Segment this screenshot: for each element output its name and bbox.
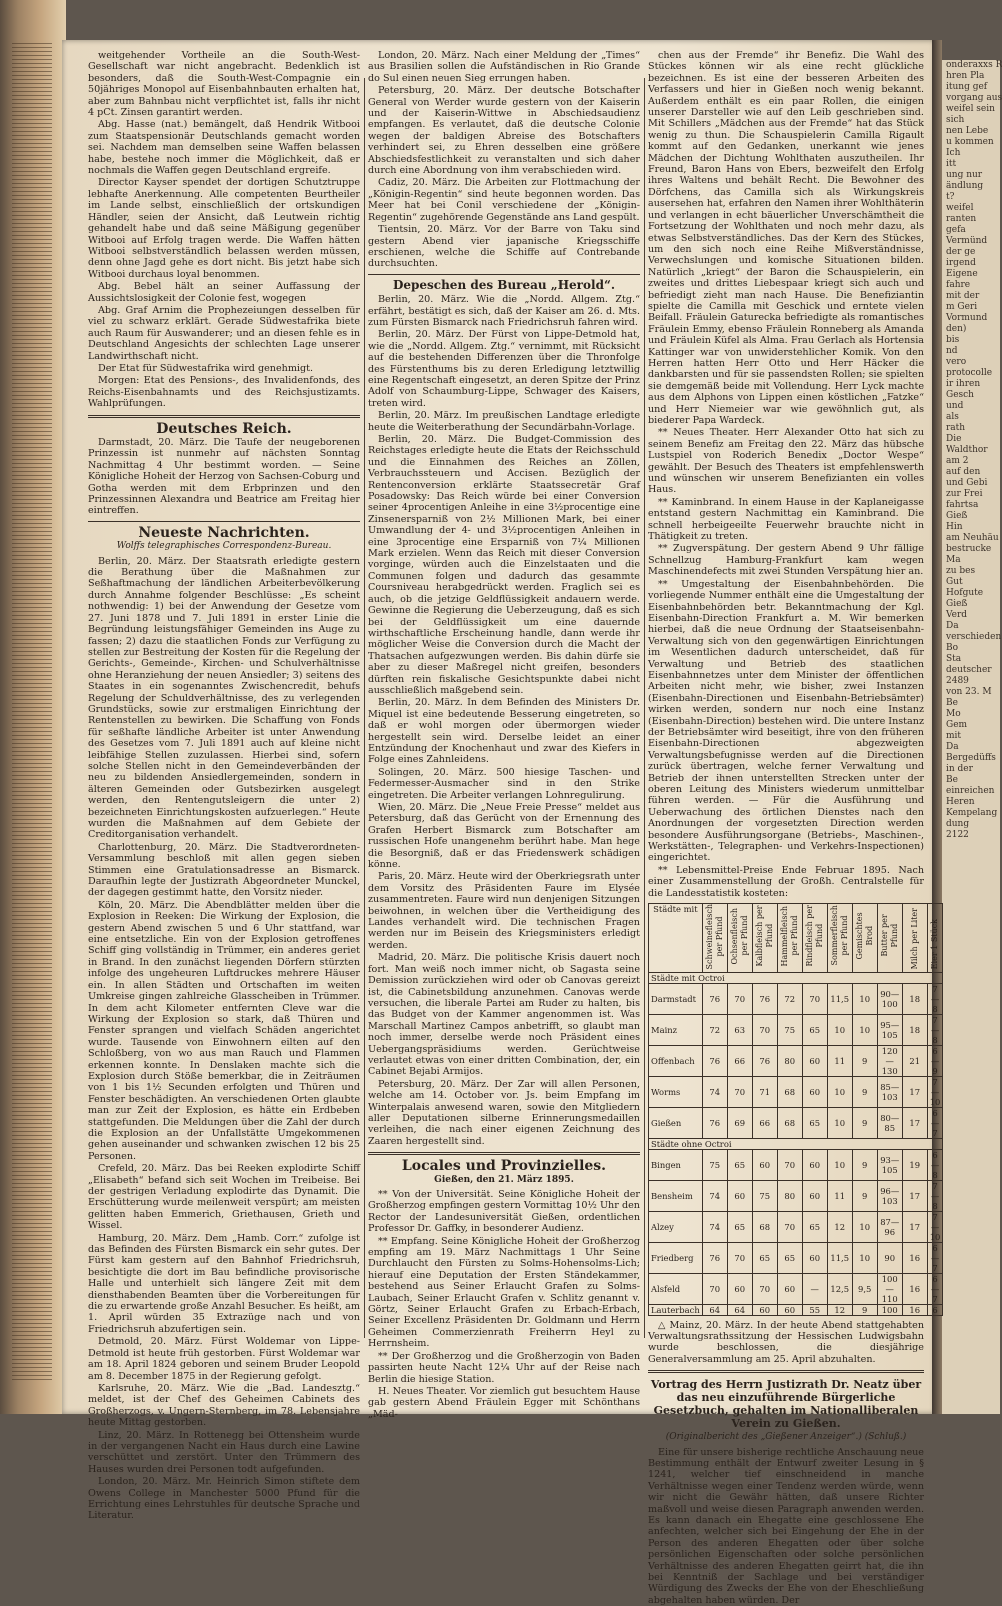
adjacent-page-text: ändlung <box>946 181 984 191</box>
table-cell: 100—110 <box>877 1273 902 1304</box>
adjacent-page-text: 2489 <box>946 676 969 686</box>
adjacent-page-text: fahre <box>946 280 971 290</box>
table-cell: 74 <box>702 1180 727 1211</box>
telegrams <box>368 50 640 270</box>
table-cell: 80 <box>777 1045 802 1076</box>
adjacent-page-text: hren Pla <box>946 71 985 81</box>
table-cell: 75 <box>777 1014 802 1045</box>
adjacent-page-text: weifel <box>946 203 974 213</box>
table-cell: 21 <box>902 1045 927 1076</box>
adjacent-page-text: u kommen <box>946 137 994 147</box>
table-cell: 17 <box>902 1211 927 1242</box>
article-paragraph: ** Lebensmittel-Preise Ende Februar 1895. Nach einer Zusammenstellung der Großh. Centralstelle für die Landesstatistik kosteten: <box>648 864 924 899</box>
table-cell: 65 <box>752 1242 777 1273</box>
table-cell: 9 <box>852 1304 877 1315</box>
table-cell: 120—130 <box>877 1045 902 1076</box>
adjacent-page-text: ranten <box>946 214 977 224</box>
adjacent-page-text: Gem <box>946 720 968 730</box>
table-cell: 11 <box>827 1180 852 1211</box>
adjacent-page-text: weifel sein <box>946 104 995 114</box>
latest-news <box>88 556 360 1522</box>
table-row <box>649 1242 943 1273</box>
adjacent-page-text: verschieden <box>946 632 1002 642</box>
table-cell: 60 <box>802 1242 827 1273</box>
table-cell: 60 <box>752 1149 777 1180</box>
table-cell: 85—103 <box>877 1076 902 1107</box>
table-group-label: Städte mit Octroi <box>649 972 943 983</box>
table-cell: 6—7 <box>927 1107 943 1138</box>
table-cell: 60 <box>752 1304 777 1315</box>
table-cell: 96—103 <box>877 1180 902 1211</box>
table-cell: 76 <box>702 1242 727 1273</box>
table-cell: 70 <box>702 1273 727 1304</box>
adjacent-page-text: und <box>946 401 964 411</box>
local-news <box>368 1189 640 1420</box>
table-cell: 72 <box>702 1014 727 1045</box>
table-row <box>649 1180 943 1211</box>
adjacent-page-text: in der <box>946 764 973 774</box>
reichstag-report <box>88 50 360 410</box>
adjacent-page-text: nen Lebe <box>946 126 989 136</box>
section-subtitle-wolff: Wolffs telegraphisches Correspondenz-Bureau. <box>116 541 332 552</box>
table-cell: 7—10 <box>927 1076 943 1107</box>
table-row <box>649 1304 943 1315</box>
article-paragraph: Berlin, 20. März. Die Budget-Commission des Reichstages erledigte heute die Etats der Reichsschuld und die Einnahmen des Reiches an Zöllen, Verbrauchssteuern und Accisen. Bezüglich der Rentenconversion erklärte Staatssecretär Graf Posadowsky: Das Reich würde bei einer Conversion seiner 4procentigen Anleihe in eine 3½procentige eine Zinsenersparniß von 2½ Millionen Mark, bei einer Umwandlung der 4- und 3½procentigen Anleihen in eine 3procentige eine Ersparniß von 7¼ Millionen Mark erzielen. Wenn das Reich mit dieser Conversion vorginge, würden auch die Einzelstaaten und die Communen folgen und dadurch das gesammte Coursniveau herabgedrückt werden. Fraglich sei es auch, ob die jetzige Geldflüssigkeit andauern werde. Gewinne die Regierung die Ueberzeugung, daß es sich bei der Geldflüssigkeit um eine dauernde wirthschaftliche Erscheinung handle, dann werde ihr möglicher Weise die Conversion durch die Macht der Thatsachen aufgezwungen werden. Bis dahin dürfe sie aber zu dieser Maßregel nicht greifen, besonders dürften rein fiskalische Gesichtspunkte dabei nicht ausschließlich maßgebend sein. <box>368 434 640 696</box>
article-paragraph: ** Zugverspätung. Der gestern Abend 9 Uhr fällige Schnellzug Hamburg-Frankfurt kam wegen Maschinendefects mit zwei Stunden Verspätung hier an. <box>648 543 924 578</box>
section-title-locales: Locales und Provinzielles. <box>401 1158 607 1175</box>
table-header-cell: Butter per Pfund <box>877 904 902 973</box>
article-paragraph: chen aus der Fremde“ ihr Benefiz. Die Wahl des Stückes können wir als eine recht glückliche bezeichnen. Es ist eine der besseren Arbeiten des Verfassers und hier in Gießen noch wenig bekannt. Außerdem enthält es ein paar Rollen, die einigen unserer Darsteller wie auf den Leib geschrieben sind. Mit Schillers „Mädchen aus der Fremde“ hat das Stück wenig zu thun. Die Schauspielerin Camilla Rigault kommt auf den Gedanken, unerkannt wie jenes Mädchen der Dichtung Wohlthaten auszutheilen. Ihr Freund, Baron Hans von Ebers, bezweifelt den Erfolg ihres Waltens und behält Recht. Die Bewohner des Dörfchens, das Camilla sich als Wirkungskreis ausersehen hat, erfahren den Namen ihrer Wohlthäterin und verlangen in echt bäuerlicher Unverschämtheit die Fortsetzung der Wohlthaten und noch mehr dazu, als etwas Selbstverständliches. Das der Kern des Stückes, um den sich noch eine Reihe Mißverständnisse, Verwechslungen und komische Situationen bilden. Natürlich „kriegt“ der Baron die Schauspielerin, ein zweites und drittes Liebespaar kriegt sich auch und befriedigt zieht man nach Hause. Die Benefiziantin spielte die Camilla mit Geschick und erntete vielen Beifall. Fräulein Gaturecka befriedigte als romantisches Fräulein Emmy, ebenso Fräulein Ronneberg als Amanda und Fräulein Küfel als Alma. Frau Gerlach als Hortensia Kattinger war von unwiderstehlicher Komik. Von den Herren hatten Herr Otto und Herr Häcker die dankbarsten und für sie passendsten Rollen; sie spielten sie demgemäß beide mit Vollendung. Herr Lyck machte aus dem Alphons von Lippen einen köstlichen „Fatzke“ und Herr Niemeier war wie gewöhnlich gut, als biederer Papa Wardeck. <box>648 50 924 426</box>
article-paragraph: London, 20. März. Mr. Heinrich Simon stiftete dem Owens College in Manchester 5000 Pfund für die Errichtung eines Lehrstuhles für deutsche Sprache und Literatur. <box>88 1476 360 1522</box>
adjacent-page-text: Gut <box>946 577 963 587</box>
table-cell: 9,5 <box>852 1273 877 1304</box>
table-cell: 76 <box>752 983 777 1014</box>
table-cell: 18 <box>902 1014 927 1045</box>
article-paragraph: Solingen, 20. März. 500 hiesige Taschen- und Federmesser-Ausmacher sind in den Strike eingetreten. Die Arbeiter verlangen Lohnregulirung. <box>368 766 640 801</box>
table-cell: 10 <box>827 1014 852 1045</box>
reich-news <box>88 437 360 517</box>
article-paragraph: Berlin, 20. März. Wie die „Nordd. Allgem. Ztg.“ erfährt, bestätigt es sich, daß der Kaiser am 26. d. Mts. zum Fürsten Bismarck nach Friedrichsruh fahren wird. <box>368 294 640 328</box>
table-cell: 6—8 <box>927 1149 943 1180</box>
table-header-cell: Ochsenfleisch per Pfund <box>727 904 752 973</box>
adjacent-page-text: deutscher <box>946 665 992 675</box>
adjacent-page-text: von 23. M <box>946 687 992 697</box>
table-row <box>649 983 943 1014</box>
table-cell: 70 <box>727 1076 752 1107</box>
table-cell: 7—8 <box>927 1180 943 1211</box>
article-paragraph: Petersburg, 20. März. Der Zar will allen Personen, welche am 14. October vor. Js. beim Empfang im Winterpalais anwesend waren, sowie den Mitgliedern aller Deputationen silberne Erinnerungsmedaillen verleihen, die nach einer eigenen Zeichnung des Zaaren hergestellt sind. <box>368 1078 640 1147</box>
article-paragraph: Wien, 20. März. Die „Neue Freie Presse“ meldet aus Petersburg, daß das Gerücht von der Ernennung des Grafen Herbert Bismarck zum Botschafter am russischen Hofe unangenehm berührt habe. Man hege die Besorgniß, daß er das Friedenswerk schädigen könne. <box>368 802 640 871</box>
adjacent-page-text: Gesch <box>946 390 974 400</box>
table-cell: Bensheim <box>649 1180 703 1211</box>
mainz-item: △ Mainz, 20. März. In der heute Abend stattgehabten Verwaltungsrathssitzung der Hessischen Ludwigsbahn wurde beschlossen, die diesjährige Generalversammlung am 25. April abzuhalten. <box>648 1319 924 1365</box>
table-cell: 10 <box>827 1076 852 1107</box>
locales-dateline: Gießen, den 21. März 1895. <box>434 1174 574 1185</box>
adjacent-page-text: Vermünd <box>946 236 988 246</box>
table-cell: 74 <box>702 1076 727 1107</box>
adjacent-page-text: dung <box>946 819 970 829</box>
column-rule <box>364 78 365 1338</box>
table-cell: 65 <box>802 1014 827 1045</box>
table-cell: Gießen <box>649 1107 703 1138</box>
adjacent-page-text: sich <box>946 115 965 125</box>
table-cell: 66 <box>752 1107 777 1138</box>
table-cell: Offenbach <box>649 1045 703 1076</box>
adjacent-page-text: Eigene <box>946 269 978 279</box>
adjacent-page-text: Be <box>946 775 958 785</box>
table-cell: 100 <box>877 1304 902 1315</box>
table-cell: Bingen <box>649 1149 703 1180</box>
adjacent-page-text: Hin <box>946 522 963 532</box>
table-cell: 68 <box>752 1211 777 1242</box>
table-cell: 7—8 <box>927 1014 943 1045</box>
table-cell: 75 <box>702 1149 727 1180</box>
adjacent-page-text: Sta <box>946 654 962 664</box>
table-cell: 68 <box>777 1076 802 1107</box>
adjacent-page-text: zu bes <box>946 566 976 576</box>
table-cell: 60 <box>777 1273 802 1304</box>
section-title-herold: Depeschen des Bureau „Herold“. <box>392 277 616 292</box>
table-cell: 9 <box>852 1149 877 1180</box>
article-paragraph: Tientsin, 20. März. Vor der Barre von Taku sind gestern Abend vier japanische Kriegsschiffe erschienen, welche die Schiffe auf Contrebande durchsuchten. <box>368 224 640 270</box>
adjacent-page-text: Bergedüffs <box>946 753 996 763</box>
table-cell: 63 <box>727 1014 752 1045</box>
table-header-cell: Hammelfleisch per Pfund <box>777 904 802 973</box>
adjacent-page-text: als <box>946 412 959 422</box>
adjacent-page-text: m Geri <box>946 302 978 312</box>
table-cell: Darmstadt <box>649 983 703 1014</box>
table-cell: 10 <box>852 1242 877 1273</box>
table-cell: 87—96 <box>877 1211 902 1242</box>
table-cell: 70 <box>752 1273 777 1304</box>
lecture-subtitle: (Originalbericht des „Gießener Anzeiger“.) (Schluß.) <box>665 1432 907 1443</box>
table-row <box>649 1045 943 1076</box>
article-paragraph: weitgehender Vortheile an die South-West-Gesellschaft war nicht angebracht. Bedenklich ist besonders, daß die South-West-Compagnie ein 50jähriges Monopol auf Eisenbahnbauten erhalten hat, aber zum Bahnbau nicht verpflichtet ist, falls ihr nicht 4 pCt. Zinsen garantirt werden. <box>88 50 360 119</box>
table-cell: 10 <box>827 1149 852 1180</box>
adjacent-page-text: Da <box>946 742 959 752</box>
table-cell: Lauterbach <box>649 1304 703 1315</box>
adjacent-page-text: Gieß <box>946 599 968 609</box>
adjacent-page-text: und Gebi <box>946 478 988 488</box>
article-paragraph: Karlsruhe, 20. März. Wie die „Bad. Landesztg.“ meldet, ist der Chef des Geheimen Cabinets des Großherzogs, v. Ungern-Sternberg, im 78. Lebensjahre heute Mittag gestorben. <box>88 1382 360 1429</box>
column-3 <box>648 50 941 1606</box>
adjacent-page-text: den) <box>946 324 967 334</box>
table-cell: 80 <box>777 1180 802 1211</box>
table-cell: 60 <box>802 1076 827 1107</box>
adjacent-page-text: bis <box>946 335 960 345</box>
table-cell: 19 <box>902 1149 927 1180</box>
table-cell: 60 <box>777 1304 802 1315</box>
table-cell: 65 <box>777 1242 802 1273</box>
table-cell: 76 <box>702 1107 727 1138</box>
article-paragraph: Berlin, 20. März. Im preußischen Landtage erledigte heute die Weiterberathung der Secundärbahn-Vorlage. <box>368 410 640 433</box>
table-cell: 9 <box>852 1045 877 1076</box>
table-cell: 65 <box>727 1211 752 1242</box>
article-paragraph: ** Umgestaltung der Eisenbahnbehörden. Die vorliegende Nummer enthält eine die Umgestaltung der Eisenbahnbehörden betr. Bekanntmachung der Kgl. Eisenbahn-Direction Frankfurt a. M. Wir bemerken hierbei, daß die neue Ordnung der Staatseisenbahn-Verwaltung sich von den gegenwärtigen Einrichtungen im Wesentlichen dadurch unterscheidet, daß für Verwaltung und Betrieb des staatlichen Eisenbahnnetzes unter dem Minister der öffentlichen Arbeiten nicht mehr, wie bisher, zwei Instanzen (Eisenbahn-Directionen und Eisenbahn-Betriebsämter) wirken werden, sondern nur noch eine Instanz (Eisenbahn-Direction) bestehen wird. Die untere Instanz der Betriebsämter wird beseitigt, ihre von den früheren Eisenbahn-Directionen abgezweigten Verwaltungsbefugnisse werden auf die Directionen zurück übertragen, welche ferner Verwaltung und Betrieb der ihnen unterstellten Strecken unter der oberen Leitung des Ministers wiederum unmittelbar führen werden. — Für die Ausführung und Ueberwachung des örtlichen Dienstes nach den Anordnungen der vorgesetzten Direction werden besondere Ausführungsorgane (Betriebs-, Maschinen-, Werkstätten-, Telegraphen- und Verkehrs-Inspectionen) eingerichtet. <box>648 578 924 864</box>
article-paragraph: Berlin, 20. März. Der Staatsrath erledigte gestern die Berathung über die Maßnahmen zur Seßhaftmachung der ländlichen Arbeiterbevölkerung durch Annahme folgender Beschlüsse: „Es scheint nothwendig: 1) bei der Anwendung der Gesetze vom 27. Juni 1878 und 7. Juli 1891 in erster Linie die Begründung leistungsfähiger Gemeinden ins Auge zu fassen; 2) dazu die staatlichen Fonds zur Verfügung zu stellen zur Bestreitung der Kosten für die Regelung der Gerichts-, Gemeinde-, Kirchen- und Schulverhältnisse ohne Heranziehung der neuen Ansiedler; 3) seitens des Staates in ein sogenanntes Zwischencredit, behufs Regelung der Schuldverhältnisse, des zu verlegenden Grundstücks, sowie zur erstmaligen Einrichtung der Rentenstellen zu bewirken. Die Schaffung von Fonds für seßhafte ländliche Arbeiter ist unter Anwendung des Gesetzes vom 7. Juli 1891 auch auf kleine nicht leibfähige Stellen zuzulassen. Hierbei sind, sofern solche Stellen nicht in den Gemeindeverbänden der neu zu bildenden Ansiedlergemeinden, sondern in älteren Gemeinden oder Gutsbezirken ausgelegt werden, den Rentengutsleigern die unter 2) bezeichneten Einrichtungskosten aufzuerlegen.“ Heute wurden die Maßnahmen auf dem Gebiete der Creditorganisation verhandelt. <box>88 555 360 841</box>
table-cell: 11 <box>827 1045 852 1076</box>
adjacent-page-text: vorgang aus <box>946 93 1002 103</box>
table-cell: 9 <box>852 1107 877 1138</box>
book-binding <box>0 0 66 1414</box>
table-cell: 64 <box>727 1304 752 1315</box>
table-header-cell: Kalbfleisch per Pfund <box>752 904 777 973</box>
table-cell: 17 <box>902 1076 927 1107</box>
table-cell: 70 <box>727 983 752 1014</box>
table-cell: 64 <box>702 1304 727 1315</box>
adjacent-page-text: Da <box>946 621 959 631</box>
table-cell: 65 <box>802 1107 827 1138</box>
table-cell: Friedberg <box>649 1242 703 1273</box>
table-header-cell: Rindfleisch per Pfund <box>802 904 827 973</box>
adjacent-page-text: vero <box>946 357 967 367</box>
table-cell: Worms <box>649 1076 703 1107</box>
adjacent-page-text: rath <box>946 423 966 433</box>
lecture-report <box>648 1447 924 1606</box>
adjacent-page-text: Ma <box>946 555 961 565</box>
table-cell: 80—85 <box>877 1107 902 1138</box>
table-header-cell: Gemischtes Brod <box>852 904 877 973</box>
article-paragraph: ** Kaminbrand. In einem Hause in der Kaplaneigasse entstand gestern Nachmittag ein Kaminbrand. Die schnell herbeigeeilte Feuerwehr brauchte nicht in Thätigkeit zu treten. <box>648 496 924 543</box>
table-cell: 6—9 <box>927 1045 943 1076</box>
table-cell: 9 <box>852 1180 877 1211</box>
adjacent-page-text: Hofgute <box>946 588 984 598</box>
table-cell: 75 <box>752 1180 777 1211</box>
adjacent-page-text: mit <box>946 731 962 741</box>
table-cell: 55 <box>802 1304 827 1315</box>
article-paragraph: Detmold, 20. März. Fürst Woldemar von Lippe-Detmold ist heute früh gestorben. Fürst Woldemar war am 18. April 1824 geboren und seinem Bruder Leopold am 8. December 1875 in der Regierung gefolgt. <box>88 1336 360 1382</box>
adjacent-page-text: itt <box>946 159 957 169</box>
article-paragraph: Der Etat für Südwestafrika wird genehmigt. <box>98 362 314 374</box>
table-cell: 65 <box>727 1149 752 1180</box>
table-cell: 10 <box>852 1014 877 1045</box>
table-row <box>649 1273 943 1304</box>
article-paragraph: Morgen: Etat des Pensions-, des Invalidenfonds, des Reichs-Eisenbahnamts und des Reichsjustizamts. Wahlprüfungen. <box>88 375 360 410</box>
table-header-cell: Städte mit <box>649 904 703 973</box>
article-paragraph: Hamburg, 20. März. Dem „Hamb. Corr.“ zufolge ist das Befinden des Fürsten Bismarck ein sehr gutes. Der Fürst kam gestern auf den Bahnhof Friedrichsruh, besichtigte die dort im Bau befindliche provisorische Halle und unterhielt sich längere Zeit mit dem diensthabenden Beamten über die Vorbereitungen für die zu erwartende große Anzahl Besucher. Es heißt, am 1. April würden 35 Extrazüge nach und von Friedrichsruh abzufertigen sein. <box>88 1232 360 1335</box>
table-group-label: Städte ohne Octroi <box>649 1138 943 1149</box>
adjacent-page-text: mit der <box>946 291 980 301</box>
table-cell: 76 <box>702 1045 727 1076</box>
adjacent-page-text: zur Frei <box>946 489 983 499</box>
table-cell: 93—105 <box>877 1149 902 1180</box>
table-cell: 9 <box>852 1076 877 1107</box>
article-paragraph: Cadiz, 20. März. Die Arbeiten zur Flottmachung der „Königin-Regentin“ sind heute begonnen worden. Das Meer hat bei Conil verschiedene der „Königin-Regentin“ zugehörende Gegenstände ans Land gespült. <box>368 177 640 223</box>
adjacent-page-text: Kempelang <box>946 808 998 818</box>
article-paragraph: Köln, 20. März. Die Abendblätter melden über die Explosion in Reeken: Die Wirkung der Explosion, die gestern Abend zwischen 5 und 6 Uhr stattfand, war eine entsetzliche. Ein von der Explosion getroffenes Schiff ging vollständig in Trümmer, ein anderes geriet in Brand. In den zunächst liegenden Dörfern stürzten infolge des ungeheuren Luftdruckes mehrere Häuser ein. In allen Städten und Ortschaften im weiten Umkreise gingen zahlreiche Glasscheiben in Trümmer. In dem acht Kilometer entfernten Cleve war die Wirkung der Explosion so stark, daß Thüren und Fenster sprangen und vielfach Schäden angerichtet wurde. Tausende von Einwohnern eilten auf den Schloßberg, von wo aus man Rauch und Flammen erkennen konnte. In Denslaken machte sich die Explosion durch Stöße bemerkbar, die in Zeiträumen von 1 bis 1½ Secunden erfolgten und Thüren und Fenster beschädigten. An verschiedenen Orten glaubte man zur Zeit der Explosion, es hätte ein Erdbeben stattgefunden. Die Meldungen über die Zahl der durch die Explosion an der Unfallstätte Umgekommenen gehen auseinander und schwanken zwischen 12 bis 25 Personen. <box>88 899 360 1162</box>
adjacent-page-text: einreichen <box>946 786 995 796</box>
article-paragraph: ** Neues Theater. Herr Alexander Otto hat sich zu seinem Benefiz am Freitag den 22. März das hübsche Lustspiel von Roderich Benedix „Doctor Wespe“ gewählt. Der Besuch des Theaters ist empfehlenswerth und wünschen wir unserem Benefizianten ein volles Haus. <box>648 427 924 496</box>
table-row <box>649 1076 943 1107</box>
article-paragraph: Eine für unsere bisherige rechtliche Anschauung neue Bestimmung enthält der Entwurf zweiter Lesung in § 1241, welcher tief einschneidend in manche Verhältnisse wegen einer Tendenz werden würde, wenn wir nicht die Gewähr hätten, daß unsere Richter maßvoll und weise diesen Paragraph anwenden werden. Es kann danach ein Ehegatte eine geschlossene Ehe anfechten, welcher sich bei Eingehung der Ehe in der Person des anderen Ehegatten oder über solche persönlichen Eigenschaften oder solche persönlichen Verhältnisse des anderen Ehegatten geirrt hat, die ihn bei Kenntniß der Sachlage und bei verständiger Würdigung des Zwecks der Ehe von der Eheschließung abgehalten haben würden. Der <box>648 1446 924 1606</box>
adjacent-page-text: gefa <box>946 225 966 235</box>
adjacent-page-text: Verd <box>946 610 968 620</box>
article-paragraph: London, 20. März. Nach einer Meldung der „Times“ aus Brasilien sollen die Aufständischen in Rio Grande do Sul einen neuen Sieg errungen haben. <box>368 50 640 84</box>
table-cell: 16 <box>902 1242 927 1273</box>
article-paragraph: ** Von der Universität. Seine Königliche Hoheit der Großherzog empfingen gestern Vormittag 10½ Uhr den Rector der Landesuniversität Gießen, ordentlichen Professor Dr. Gaffky, in besonderer Audienz. <box>368 1189 640 1235</box>
herold-dispatches <box>368 294 640 1147</box>
table-cell: 18 <box>902 983 927 1014</box>
adjacent-page-text: nd <box>946 346 958 356</box>
adjacent-page-text: am Neuhäu <box>946 533 999 543</box>
adjacent-page-text: der ge <box>946 247 976 257</box>
table-cell: 70 <box>727 1242 752 1273</box>
table-cell: 16 <box>902 1304 927 1315</box>
table-cell: 69 <box>727 1107 752 1138</box>
adjacent-page-text: Vormund <box>946 313 988 323</box>
table-cell: 7—8 <box>927 983 943 1014</box>
article-paragraph: ** Empfang. Seine Königliche Hoheit der Großherzog empfing am 19. März Nachmittags 1 Uhr Seine Durchlaucht den Fürsten zu Solms-Hohensolms-Lich; hierauf eine Deputation der Ersten Ständekammer, bestehend aus Seiner Erlaucht Grafen zu Solms-Laubach, Seiner Erlaucht Grafen v. Schlitz genannt v. Görtz, Seiner Erlaucht Grafen zu Erbach-Erbach, Seiner Excellenz Präsidenten Dr. Goldmann und Herrn Geheimen Commerzienrath Freiherrn Heyl zu Herrnsheim. <box>368 1235 640 1350</box>
column-rule <box>644 78 645 1338</box>
table-cell: 66 <box>727 1045 752 1076</box>
adjacent-page-text: Ich <box>946 148 961 158</box>
adjacent-page-fragment <box>942 60 1000 1414</box>
table-cell: 60 <box>802 1180 827 1211</box>
table-cell: 6—7 <box>927 1273 943 1304</box>
article-paragraph: Crefeld, 20. März. Das bei Reeken explodirte Schiff „Elisabeth“ befand sich seit Wochen im Treibeise. Bei der gestrigen Verladung explodirte das Dynamit. Die Erschütterung wurde meilenweit verspürt; am meisten gelitten haben Emmerich, Griethausen, Grieth und Wissel. <box>88 1163 360 1232</box>
article-paragraph: Charlottenburg, 20. März. Die Stadtverordneten-Versammlung beschloß mit allen gegen sieben Stimmen eine Gratulationsadresse an Bismarck. Daraufhin legte der Justizrath Abgeordneter Munckel, der dagegen gestimmt hatte, den Vorsitz nieder. <box>88 841 360 899</box>
table-cell: 70 <box>777 1211 802 1242</box>
adjacent-page-text: Heren <box>946 797 975 807</box>
table-cell: 65 <box>802 1211 827 1242</box>
adjacent-page-text: auf den <box>946 467 981 477</box>
article-paragraph: Paris, 20. März. Heute wird der Oberkriegsrath unter dem Vorsitz des Präsidenten Faure im Elysée zusammentreten. Faure wird nun denjenigen Sitzungen beiwohnen, in welchen über die Vertheidigung des Landes verhandelt wird. Die technischen Fragen werden nur im Beisein des Kriegsministers erledigt werden. <box>368 871 640 951</box>
lecture-title: Vortrag des Herrn Justizrath Dr. Neatz über das neu einzuführende Bürgerliche Gesetzbuch, gehalten im Nationalliberalen Verein zu Gießen. <box>650 1378 922 1431</box>
table-header-cell: Eier 1 Stück <box>927 904 943 973</box>
column-1 <box>88 50 360 1522</box>
article-paragraph: Linz, 20. März. In Rottenegg bei Ottensheim wurde in der vergangenen Nacht ein Haus durch eine Lawine verschüttet und zerstört. Unter den Trümmern des Hauses wurden drei Personen todt aufgefunden. <box>88 1429 360 1475</box>
adjacent-page-text: ung nur <box>946 170 983 180</box>
adjacent-page-text: irgend <box>946 258 976 268</box>
table-header-cell: Milch per Liter <box>902 904 927 973</box>
table-row <box>649 1014 943 1045</box>
adjacent-page-text: Bo <box>946 643 959 653</box>
table-cell: 12 <box>827 1304 852 1315</box>
article-paragraph: Abg. Hasse (nat.) bemängelt, daß Hendrik Witbooi zum Staatspensionär Deutschlands gemacht worden sei. Nachdem man demselben seine Waffen belassen habe, bestehe noch immer die Möglichkeit, daß er nochmals die Waffen gegen Deutschland ergreife. <box>88 119 360 177</box>
article-paragraph: Petersburg, 20. März. Der deutsche Botschafter General von Werder wurde gestern von der Kaiserin und der Kaiserin-Wittwe in Abschiedsaudienz empfangen. Es verlautet, daß die deutsche Colonie wegen der baldigen Abreise des Botschafters verhindert sei, zu Ehren desselben eine größere Abschiedsfestlichkeit zu veranstalten und sich daher durch eine Abordnung von ihm verabschieden wird. <box>368 85 640 177</box>
table-cell: 10 <box>852 983 877 1014</box>
table-cell: 72 <box>777 983 802 1014</box>
table-row <box>649 1107 943 1138</box>
table-cell: 6 <box>927 1304 943 1315</box>
table-cell: 71 <box>752 1076 777 1107</box>
table-cell: Alsfeld <box>649 1273 703 1304</box>
table-cell: 60 <box>802 1045 827 1076</box>
adjacent-page-text: protocolle <box>946 368 993 378</box>
table-cell: 70 <box>752 1014 777 1045</box>
table-cell: 70 <box>777 1149 802 1180</box>
article-paragraph: Abg. Graf Arnim die Prophezeiungen desselben für viel zu schwarz erklärt. Gerade Südwestafrika biete auch Raum für Auswanderer; und an diesen fehle es in Deutschland Angesichts der schlechten Lage unserer Landwirthschaft nicht. <box>88 304 360 362</box>
table-cell: 60 <box>727 1180 752 1211</box>
section-title-neueste-nachrichten: Neueste Nachrichten. <box>138 524 310 541</box>
table-cell: 12 <box>827 1211 852 1242</box>
article-paragraph: ** Der Großherzog und die Großherzogin von Baden passirten heute Nacht 12¼ Uhr auf der Reise nach Berlin die hiesige Station. <box>368 1350 640 1385</box>
table-cell: 17 <box>902 1107 927 1138</box>
table-cell: 90—100 <box>877 983 902 1014</box>
table-cell: 76 <box>702 983 727 1014</box>
theater-and-local-items <box>648 50 924 899</box>
table-cell: 7—10 <box>927 1211 943 1242</box>
table-cell: Alzey <box>649 1211 703 1242</box>
table-cell: Mainz <box>649 1014 703 1045</box>
section-title-deutsches-reich: Deutsches Reich. <box>156 420 292 437</box>
table-cell: 10 <box>852 1211 877 1242</box>
table-header-cell: Sommerfleisch per Pfund <box>827 904 852 973</box>
table-row <box>649 1211 943 1242</box>
adjacent-page-text: Gieß <box>946 511 968 521</box>
table-cell: 60 <box>802 1149 827 1180</box>
table-cell: 10 <box>827 1107 852 1138</box>
adjacent-page-text: itung gef <box>946 82 988 92</box>
article-paragraph: Madrid, 20. März. Die politische Krisis dauert noch fort. Man weiß noch immer nicht, ob Sagasta seine Demission zurückziehen wird oder ob Canovas gereizt ist, die Cabinetsbildung anzunehmen. Canovas werde versuchen, die liberale Partei am Ruder zu halten, bis das Budget von der Kammer angenommen ist. Was Marschall Martinez Campos anbetrifft, so glaubt man noch immer, derselbe werde noch Präsident eines Uebergangspräsidiums werden. Gerüchtweise verlautet etwas von einer dritten Combination, der, ein Cabinet Bejabi Armijos. <box>368 952 640 1078</box>
adjacent-page-text: onderaxxs R <box>946 60 1002 70</box>
table-row <box>649 1149 943 1180</box>
adjacent-page-text: am 2 <box>946 456 969 466</box>
food-price-table <box>648 903 943 1316</box>
adjacent-page-text: fahrtsa <box>946 500 979 510</box>
adjacent-page-text: Die <box>946 434 962 444</box>
table-cell: 6—7 <box>927 1242 943 1273</box>
adjacent-page-text: t? <box>946 192 955 202</box>
adjacent-page-text: bestrucke <box>946 544 992 554</box>
table-cell: 68 <box>777 1107 802 1138</box>
adjacent-page-text: 2122 <box>946 830 969 840</box>
table-cell: 17 <box>902 1180 927 1211</box>
table-cell: 95—105 <box>877 1014 902 1045</box>
adjacent-page-text: Be <box>946 698 958 708</box>
table-cell: 11,5 <box>827 983 852 1014</box>
article-paragraph: Abg. Bebel hält an seiner Auffassung der Aussichtslosigkeit der Colonie fest, wogegen <box>88 281 360 304</box>
table-cell: 76 <box>752 1045 777 1076</box>
table-cell: 16 <box>902 1273 927 1304</box>
adjacent-page-text: Mo <box>946 709 961 719</box>
article-paragraph: Berlin, 20. März. In dem Befinden des Ministers Dr. Miquel ist eine bedeutende Besserung eingetreten, so daß er wohl morgen oder übermorgen wieder hergestellt sein wird. Derselbe leidet an einer Entzündung der Knochenhaut und zwar des Kiefers in Folge eines Zahnleidens. <box>368 697 640 766</box>
table-header-cell: Schweinefleisch per Pfund <box>702 904 727 973</box>
table-cell: 74 <box>702 1211 727 1242</box>
table-cell: 60 <box>727 1273 752 1304</box>
table-cell: 90 <box>877 1242 902 1273</box>
article-paragraph: Darmstadt, 20. März. Die Taufe der neugeborenen Prinzessin ist nunmehr auf nächsten Sonntag Nachmittag 4 Uhr bestimmt worden. — Seine Königliche Hoheit der Herzog von Sachsen-Coburg und Gotha werden mit dem Erbprinzen und den Prinzessinnen Alexandra und Beatrice am Freitag hier eintreffen. <box>88 437 360 517</box>
article-paragraph: H. Neues Theater. Vor ziemlich gut besuchtem Hause gab gestern Abend Fräulein Egger mit Schönthans „Mäd- <box>368 1385 640 1420</box>
table-cell: 12,5 <box>827 1273 852 1304</box>
table-cell: — <box>802 1273 827 1304</box>
table-cell: 70 <box>802 983 827 1014</box>
column-2 <box>368 50 640 1420</box>
article-paragraph: Director Kayser spendet der dortigen Schutztruppe lebhafte Anerkennung. Alle competenten Beurtheiler im Lande selbst, einschließlich der ortskundigen Händler, seien der Ansicht, daß Leutwein richtig gehandelt habe und daß seine Mäßigung gegenüber Witbooi auf Erfolg tragen werde. Die Waffen hätten Witbooi selbstverständlich belassen werden müssen, denn ohne Jagd gehe es dort nicht. Bis jetzt habe sich Witbooi durchaus loyal benommen. <box>88 177 360 280</box>
table-cell: 11,5 <box>827 1242 852 1273</box>
adjacent-page-text: Waldthor <box>946 445 988 455</box>
adjacent-page-text: ir ihren <box>946 379 981 389</box>
article-paragraph: Berlin, 20. März. Der Fürst von Lippe-Detmold hat, wie die „Nordd. Allgem. Ztg.“ vernimmt, mit Rücksicht auf die bestehenden Differenzen über die Thronfolge des Fürstenthums bis zu deren Erledigung letztwillig eine Regentschaft eingesetzt, an deren Spitze der Prinz Adolf von Schaumburg-Lippe, Schwager des Kaisers, treten wird. <box>368 329 640 409</box>
